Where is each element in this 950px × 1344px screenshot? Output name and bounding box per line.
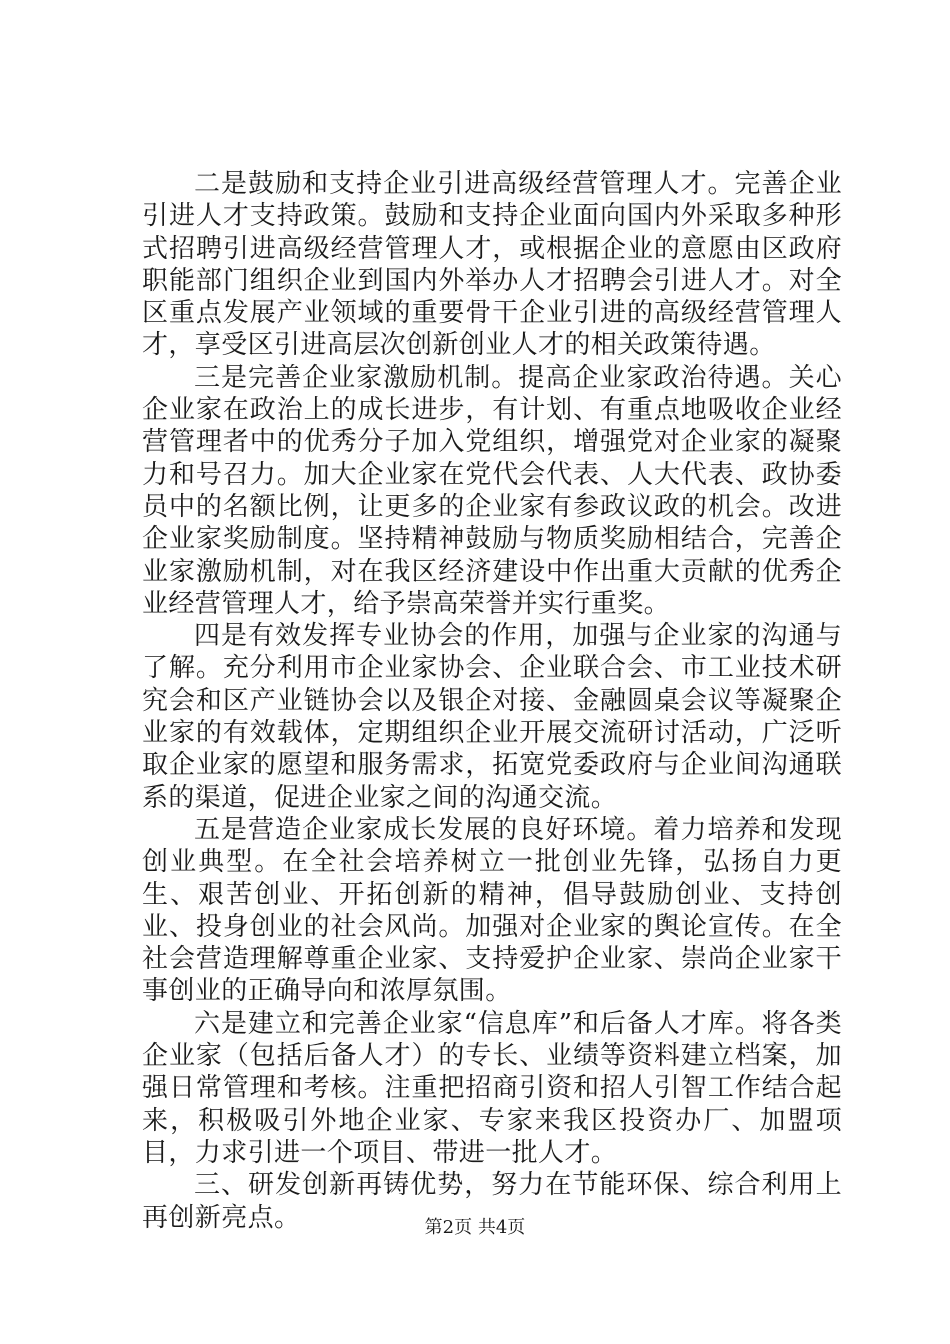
section-heading: 三、研发创新再铸优势，努力在节能环保、综合利用上再创新亮点。 <box>142 1170 842 1233</box>
paragraph: 四是有效发挥专业协会的作用，加强与企业家的沟通与了解。充分利用市企业家协会、企业联合会、市工业技术研究会和区产业链协会以及银企对接、金融圆桌会议等凝聚企业家的有效载体，定期组织企业开展交流研讨活动，广泛听取企业家的愿望和服务需求，拓宽党委政府与企业间沟通联系的渠道，促进企业家之间的沟通交流。 <box>142 621 842 813</box>
paragraph: 三是完善企业家激励机制。提高企业家政治待遇。关心企业家在政治上的成长进步，有计划、有重点地吸收企业经营管理者中的优秀分子加入党组织，增强党对企业家的凝聚力和号召力。加大企业家在党代会代表、人大代表、政协委员中的名额比例，让更多的企业家有参政议政的机会。改进企业家奖励制度。坚持精神鼓励与物质奖励相结合，完善企业家激励机制，对在我区经济建设中作出重大贡献的优秀企业经营管理人才，给予崇高荣誉并实行重奖。 <box>142 362 842 619</box>
document-body <box>142 168 842 1234</box>
paragraph: 五是营造企业家成长发展的良好环境。着力培养和发现创业典型。在全社会培养树立一批创业先锋，弘扬自力更生、艰苦创业、开拓创新的精神，倡导鼓励创业、支持创业、投身创业的社会风尚。加强对企业家的舆论宣传。在全社会营造理解尊重企业家、支持爱护企业家、崇尚企业家干事创业的正确导向和浓厚氛围。 <box>142 814 842 1007</box>
paragraph: 六是建立和完善企业家“信息库”和后备人才库。将各类企业家（包括后备人才）的专长、业绩等资料建立档案，加强日常管理和考核。注重把招商引资和招人引智工作结合起来，积极吸引外地企业家、专家来我区投资办厂、加盟项目，力求引进一个项目、带进一批人才。 <box>142 1008 842 1168</box>
paragraph: 二是鼓励和支持企业引进高级经营管理人才。完善企业引进人才支持政策。鼓励和支持企业面向国内外采取多种形式招聘引进高级经营管理人才，或根据企业的意愿由区政府职能部门组织企业到国内外举办人才招聘会引进人才。对全区重点发展产业领域的重要骨干企业引进的高级经营管理人才，享受区引进高层次创新创业人才的相关政策待遇。 <box>142 169 842 361</box>
page-number-footer: 第2页 共4页 <box>424 1217 526 1238</box>
